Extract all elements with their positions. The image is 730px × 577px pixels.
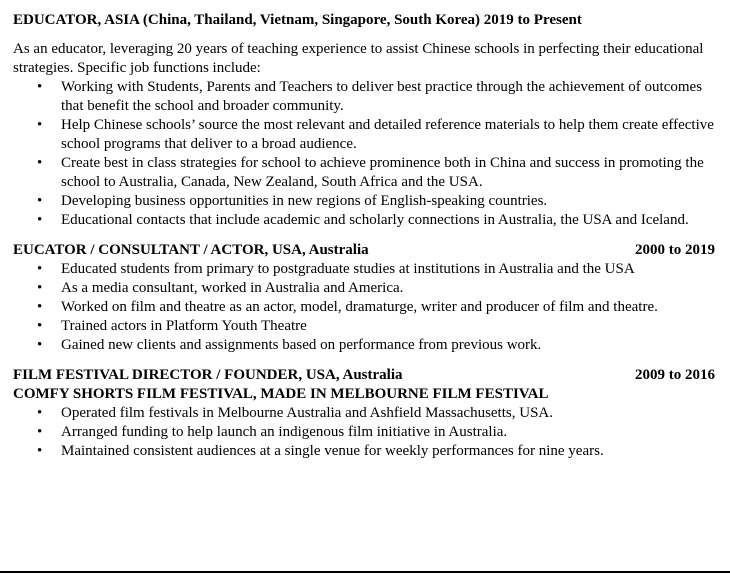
bottom-divider (0, 571, 730, 573)
list-item: • Arranged funding to help launch an indigenous film initiative in Australia. (13, 423, 715, 442)
list-item: • Worked on film and theatre as an actor, model, dramaturge, writer and producer of film and theatre. (13, 298, 715, 317)
section-dates: 2009 to 2016 (635, 367, 715, 383)
bullet-list (13, 78, 715, 230)
section-intro: As an educator, leveraging 20 years of teaching experience to assist Chinese schools in perfecting their educational strategies. Specific job functions include: (13, 41, 704, 76)
list-item: • Educated students from primary to postgraduate studies at institutions in Australia and the USA (13, 260, 715, 279)
list-item: • Trained actors in Platform Youth Theatre (13, 317, 715, 336)
bullet-list (13, 260, 715, 355)
bullet-list (13, 404, 715, 461)
section-dates: 2000 to 2019 (635, 242, 715, 258)
list-item: • Developing business opportunities in new regions of English-speaking countries. (13, 192, 715, 211)
section-heading (13, 241, 715, 260)
section-heading (13, 366, 715, 385)
resume-page (13, 11, 715, 461)
section-title: FILM FESTIVAL DIRECTOR / FOUNDER, USA, Australia (13, 367, 403, 383)
list-item: • As a media consultant, worked in Australia and America. (13, 279, 715, 298)
section-heading (13, 11, 715, 30)
section-title: EUCATOR / CONSULTANT / ACTOR, USA, Australia (13, 242, 369, 258)
section-title: EDUCATOR, ASIA (China, Thailand, Vietnam, Singapore, South Korea) 2019 to Present (13, 12, 582, 28)
section-subtitle: COMFY SHORTS FILM FESTIVAL, MADE IN MELBOURNE FILM FESTIVAL (13, 386, 549, 402)
list-item: • Maintained consistent audiences at a single venue for weekly performances for nine years. (13, 442, 715, 461)
list-item: • Operated film festivals in Melbourne Australia and Ashfield Massachusetts, USA. (13, 404, 715, 423)
list-item: • Help Chinese schools’ source the most relevant and detailed reference materials to help them create effective school programs that deliver to a broad audience. (13, 116, 715, 154)
section-film-festival-director (13, 366, 715, 461)
section-educator-asia (13, 11, 715, 230)
list-item: • Working with Students, Parents and Teachers to deliver best practice through the achievement of outcomes that benefit the school and broader community. (13, 78, 715, 116)
list-item: • Educational contacts that include academic and scholarly connections in Australia, the USA and Iceland. (13, 211, 715, 230)
section-subheading (13, 385, 715, 404)
list-item: • Create best in class strategies for school to achieve prominence both in China and success in promoting the school to Australia, Canada, New Zealand, South Africa and the USA. (13, 154, 715, 192)
list-item: • Gained new clients and assignments based on performance from previous work. (13, 336, 715, 355)
section-educator-consultant-actor (13, 241, 715, 355)
